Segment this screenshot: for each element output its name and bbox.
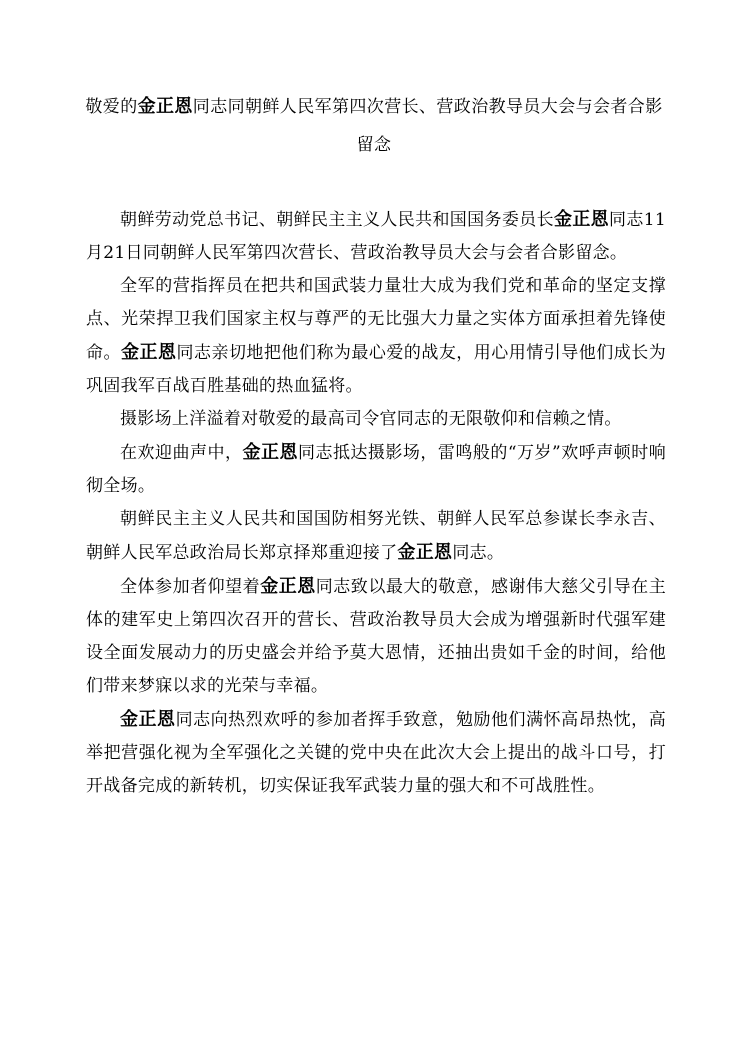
paragraph-1-post: 同志11月21日同朝鲜人民军第四次营长、营政治教导员大会与会者合影留念。	[86, 210, 666, 263]
paragraph-1-pre: 朝鲜劳动党总书记、朝鲜民主主义人民共和国国务委员长	[120, 210, 554, 230]
title-suffix: 同志同朝鲜人民军第四次营长、营政治教导员大会与会者合影留念	[192, 97, 663, 155]
paragraph-5-post: 同志。	[452, 543, 505, 563]
paragraph-5	[86, 503, 666, 570]
paragraph-2-name: 金正恩	[120, 342, 177, 363]
paragraph-3-pre: 摄影场上洋溢着对敬爱的最高司令官同志的无限敬仰和信赖之情。	[120, 409, 622, 429]
paragraph-6-pre: 全体参加者仰望着	[120, 577, 261, 597]
paragraph-4-name: 金正恩	[242, 442, 298, 463]
article-body	[86, 203, 666, 803]
paragraph-6-name: 金正恩	[260, 576, 316, 597]
paragraph-2-post: 同志亲切地把他们称为最心爱的战友，用心用情引导他们成长为巩固我军百战百胜基础的热血猛将。	[86, 343, 666, 396]
paragraph-1-name: 金正恩	[553, 209, 610, 230]
title-prefix: 敬爱的	[85, 97, 138, 117]
paragraph-7-name: 金正恩	[120, 709, 176, 730]
paragraph-6-post: 同志致以最大的敬意，感谢伟大慈父引导在主体的建军史上第四次召开的营长、营政治教导员大会成为增强新时代强军建设全面发展动力的历史盛会并给予莫大恩情，还抽出贵如千金的时间，给他们带来梦寐以求的光荣与幸福。	[86, 577, 666, 696]
paragraph-5-pre: 朝鲜民主主义人民共和国国防相努光铁、朝鲜人民军总参谋长李永吉、朝鲜人民军总政治局长郑京择郑重迎接了	[86, 509, 666, 563]
title-name: 金正恩	[137, 96, 193, 117]
paragraph-7-post: 同志向热烈欢呼的参加者挥手致意，勉励他们满怀高昂热忱，高举把营强化视为全军强化之关键的党中央在此次大会上提出的战斗口号，打开战备完成的新转机，切实保证我军武装力量的强大和不可战胜性。	[86, 710, 666, 796]
paragraph-2	[86, 270, 666, 403]
paragraph-6	[86, 570, 666, 703]
paragraph-2-pre: 全军的营指挥员在把共和国武装力量壮大成为我们党和革命的坚定支撑点、光荣捍卫我们国家主权与尊严的无比强大力量之实体方面承担着先锋使命。	[86, 276, 666, 363]
paragraph-4	[86, 436, 666, 503]
paragraph-4-pre: 在欢迎曲声中，	[120, 443, 243, 463]
paragraph-5-name: 金正恩	[397, 542, 453, 563]
paragraph-4-post: 同志抵达摄影场，雷鸣般的“万岁”欢呼声顿时响彻全场。	[86, 443, 666, 496]
paragraph-1	[86, 203, 666, 270]
article-title	[78, 88, 670, 164]
paragraph-3	[86, 403, 666, 436]
paragraph-7	[86, 703, 666, 803]
